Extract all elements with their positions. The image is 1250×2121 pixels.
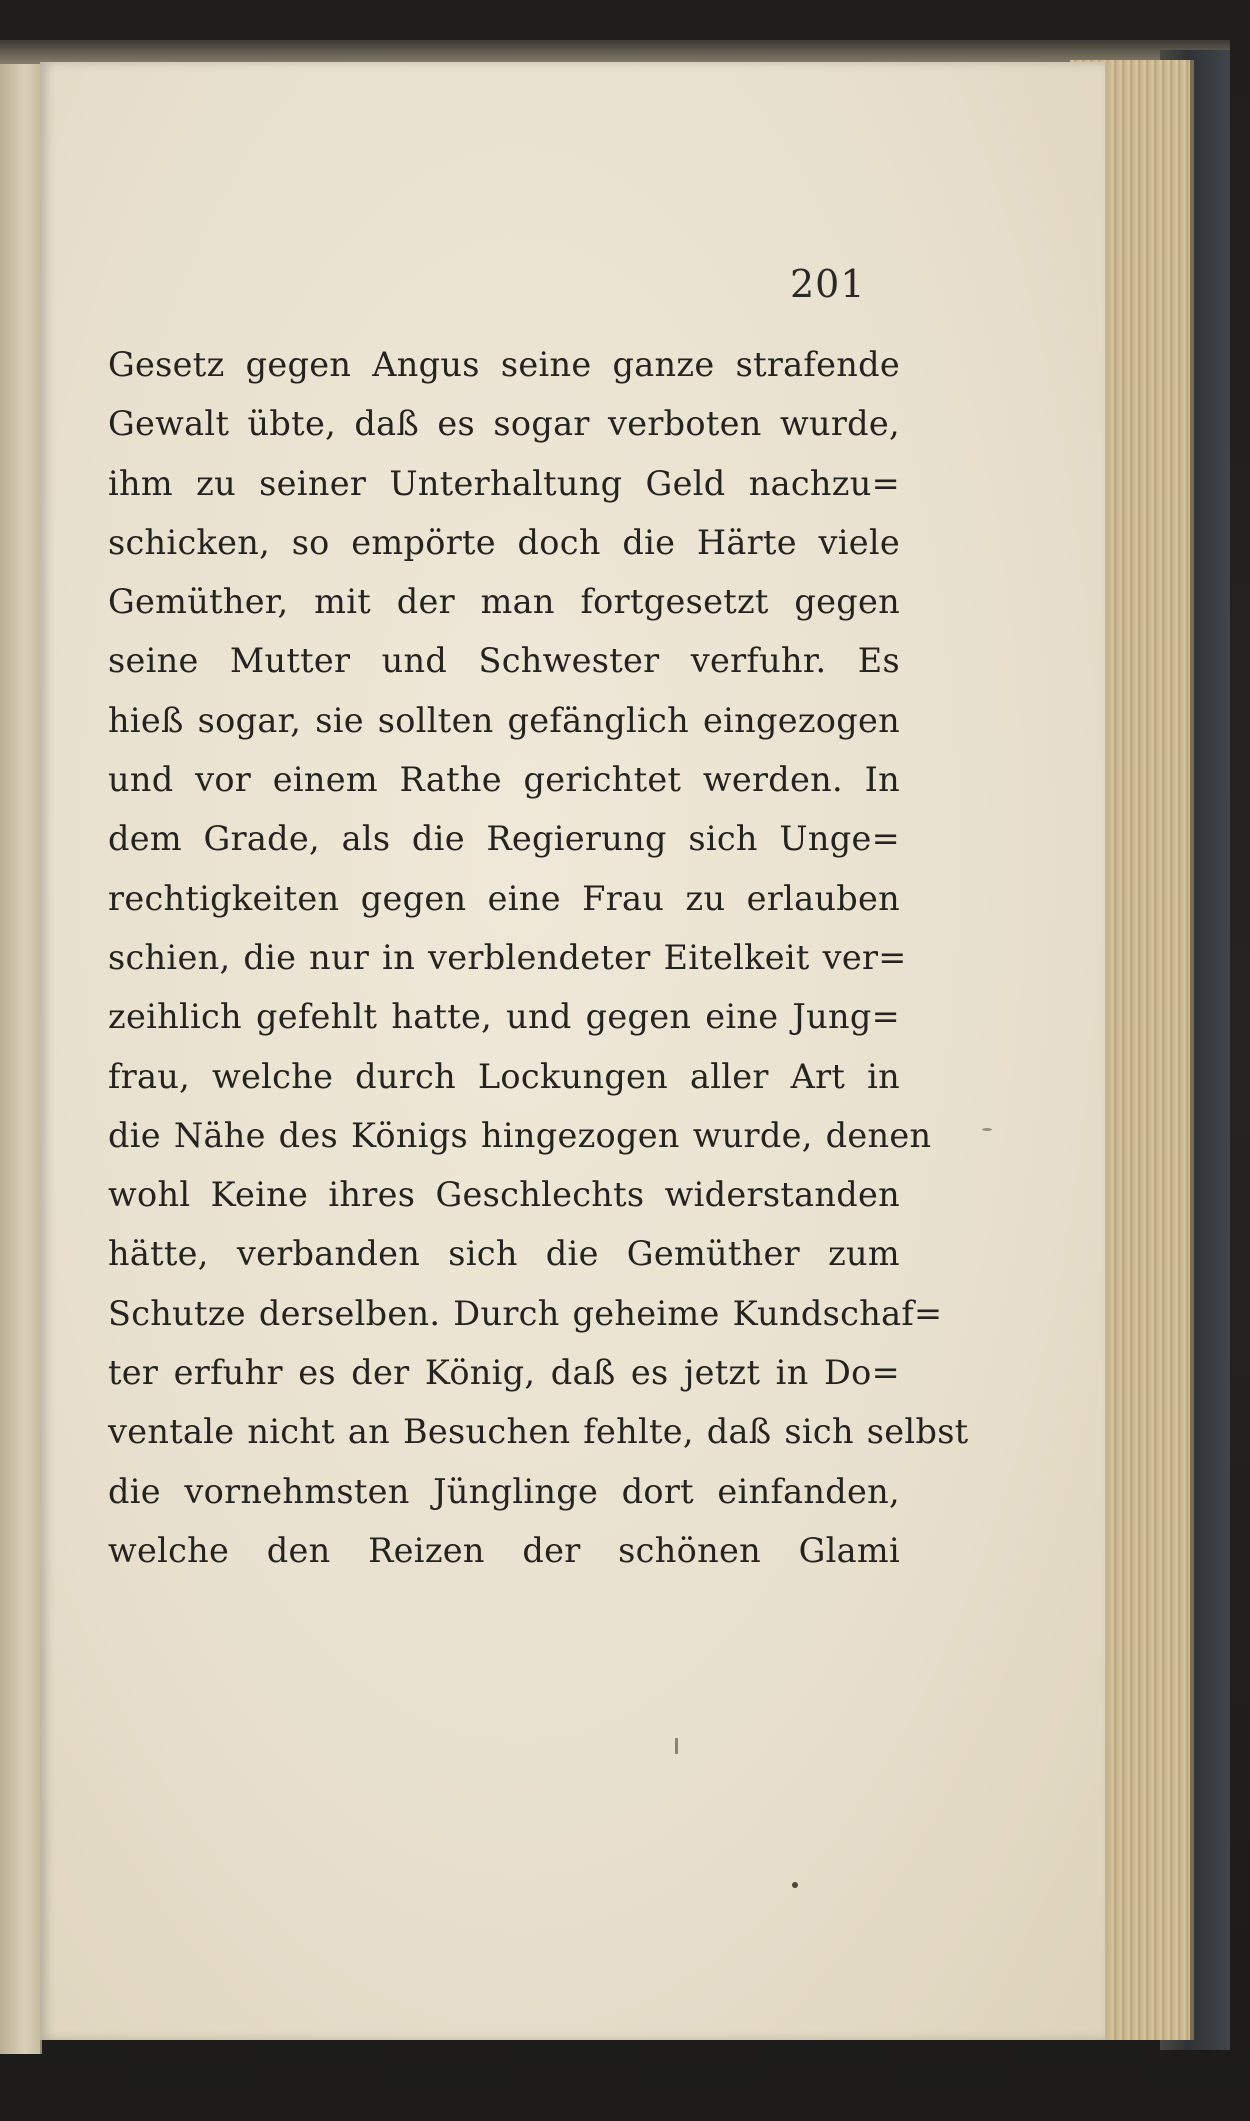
- page-number: 201: [790, 262, 866, 306]
- text-line: schicken, so empörte doch die Härte viele: [108, 522, 900, 562]
- text-line: frau, welche durch Lockungen aller Art in: [108, 1056, 900, 1096]
- text-line: hieß sogar, sie sollten gefänglich eingezogen: [108, 700, 900, 740]
- body-text: [108, 335, 969, 1580]
- text-line: zeihlich gefehlt hatte, und gegen eine Jung=: [108, 997, 900, 1037]
- text-line: die Nähe des Königs hingezogen wurde, denen: [108, 1115, 932, 1155]
- text-line: Gemüther, mit der man fortgesetzt gegen: [108, 582, 900, 622]
- paper-speck: [792, 1882, 798, 1888]
- text-line: seine Mutter und Schwester verfuhr. Es: [108, 641, 900, 681]
- paper-speck: [675, 1738, 678, 1754]
- text-line: hätte, verbanden sich die Gemüther zum: [108, 1234, 900, 1274]
- text-line: und vor einem Rathe gerichtet werden. In: [108, 760, 900, 800]
- text-line: Gewalt übte, daß es sogar verboten wurde,: [108, 404, 900, 444]
- text-line: ter erfuhr es der König, daß es jetzt in Do=: [108, 1353, 900, 1393]
- book-top-edge: [0, 40, 1230, 64]
- left-page-edge: [0, 64, 42, 2054]
- text-line: ventale nicht an Besuchen fehlte, daß sich selbst: [108, 1412, 969, 1452]
- text-line: dem Grade, als die Regierung sich Unge=: [108, 819, 900, 859]
- text-line: rechtigkeiten gegen eine Frau zu erlauben: [108, 878, 900, 918]
- text-line: Gesetz gegen Angus seine ganze strafende: [108, 345, 900, 384]
- paper-speck: [982, 1128, 992, 1131]
- text-line: schien, die nur in verblendeter Eitelkeit ver=: [108, 937, 907, 977]
- text-line: wohl Keine ihres Geschlechts widerstanden: [108, 1175, 900, 1215]
- text-line: Schutze derselben. Durch geheime Kundschaf=: [108, 1293, 943, 1333]
- text-line: ihm zu seiner Unterhaltung Geld nachzu=: [108, 463, 900, 503]
- text-line: die vornehmsten Jünglinge dort einfanden,: [108, 1471, 900, 1511]
- text-line: welche den Reizen der schönen Glami: [108, 1530, 900, 1570]
